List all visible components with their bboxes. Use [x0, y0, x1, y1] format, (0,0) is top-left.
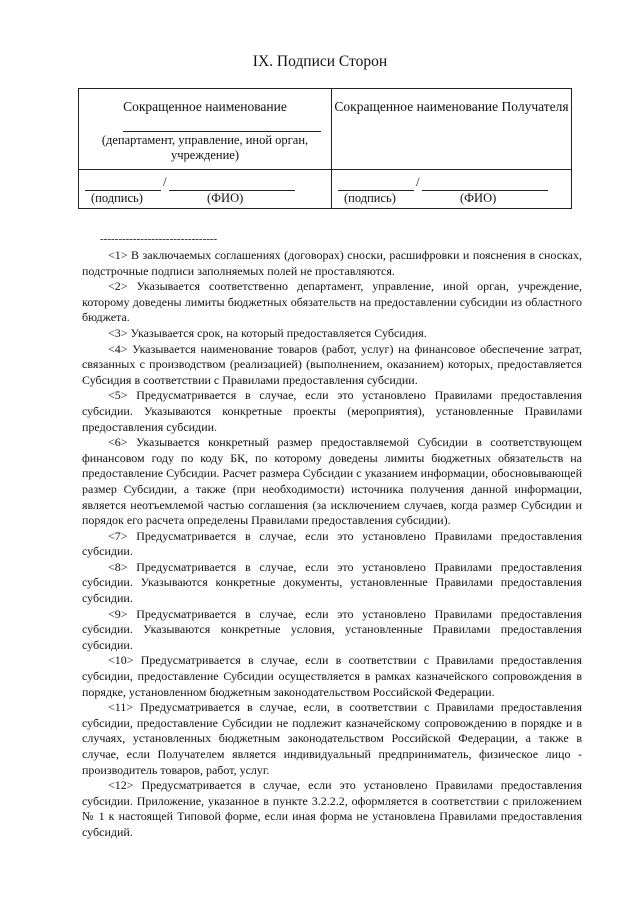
- right-signature-cell: [332, 170, 572, 209]
- right-party-heading: Сокращенное наименование Получателя: [334, 99, 569, 114]
- footnote: <4> Указывается наименование товаров (работ, услуг) на финансовое обеспечение затрат, связанных с производством (реализацией) (выполнением, оказанием) которых, предоставляется Субсидия в соответствии с Правилами предоставления субсидии.: [82, 341, 582, 387]
- footnote: <7> Предусматривается в случае, если это установлено Правилами предоставления субсидии.: [82, 528, 582, 559]
- footnote: <5> Предусматривается в случае, если это установлено Правилами предоставления субсидии. Указываются конкретные проекты (мероприятия), установленные Правилами предоставления субсидии.: [82, 388, 582, 434]
- right-signature-label: (подпись): [344, 191, 396, 205]
- footnote: <11> Предусматривается в случае, если, в соответствии с Правилами предоставления субсидии, предоставление Субсидии не подлежит казначейскому сопровождению в порядке и в случаях, установленных бюджетным законодательством Российской Федерации, а также в случае, если Получателем является индивидуальный предприниматель, физическое лицо - производитель товаров, работ, услуг.: [82, 700, 582, 777]
- left-party-heading: Сокращенное наименование: [123, 99, 287, 114]
- right-party-cell: [332, 89, 572, 170]
- left-fio-label: (ФИО): [207, 191, 244, 205]
- footnote: <2> Указывается соответственно департамент, управление, иной орган, учреждение, которому доведены лимиты бюджетных обязательств на предоставлении субсидии из областного бюджета.: [82, 279, 582, 325]
- footnote: <12> Предусматривается в случае, если это установлено Правилами предоставления субсидии. Приложение, указанное в пункте 3.2.2.2, оформляется в соответствии с приложением № 1 к настоящей Типовой форме, если иная форма не установлена Правилами предоставления субсидий.: [82, 778, 582, 839]
- left-party-cell: [79, 89, 332, 170]
- footnote-separator: --------------------------------: [100, 233, 218, 245]
- section-title: IX. Подписи Сторон: [252, 53, 388, 70]
- right-fio-label: (ФИО): [460, 191, 497, 205]
- footnote: <10> Предусматривается в случае, если в соответствии с Правилами предоставления субсидии, предоставление Субсидии осуществляется в рамках казначейского сопровождения в порядке, установленном бюджетным законодательством Российской Федерации.: [82, 653, 582, 699]
- left-signature-cell: [79, 170, 332, 209]
- signature-table: [78, 88, 572, 209]
- footnotes: [82, 248, 582, 841]
- left-slash: /: [163, 174, 167, 189]
- footnote: <8> Предусматривается в случае, если это установлено Правилами предоставления субсидии. Указываются конкретные документы, установленные Правилами предоставления субсидии.: [82, 559, 582, 606]
- left-name-line: [123, 131, 321, 132]
- footnote: <1> В заключаемых соглашениях (договорах) сноски, расшифровки и пояснения в сносках, подстрочные подписи заполняемых полей не проставляются.: [82, 248, 582, 278]
- footnote: <3> Указывается срок, на который предоставляется Субсидия.: [108, 325, 427, 340]
- right-slash: /: [416, 174, 420, 189]
- footnote: <6> Указывается конкретный размер предоставляемой Субсидии в соответствующем финансовом году по коду БК, по которому доведены лимиты бюджетных обязательств на предоставление Субсидии. Расчет размера Субсидии с указанием информации, обосновывающей размер Субсидии, а также (при необходимости) источника получения данной информации, является неотъемлемой частью соглашения (за исключением случаев, когда размер Субсидии и порядок его расчета определены Правилами предоставления субсидии).: [82, 435, 582, 528]
- left-signature-label: (подпись): [91, 191, 143, 205]
- left-party-subcaption: (департамент, управление, иной орган, учреждение): [101, 133, 309, 162]
- footnote: <9> Предусматривается в случае, если это установлено Правилами предоставления субсидии. Указываются конкретные условия, установленные Правилами предоставления субсидии.: [82, 606, 582, 652]
